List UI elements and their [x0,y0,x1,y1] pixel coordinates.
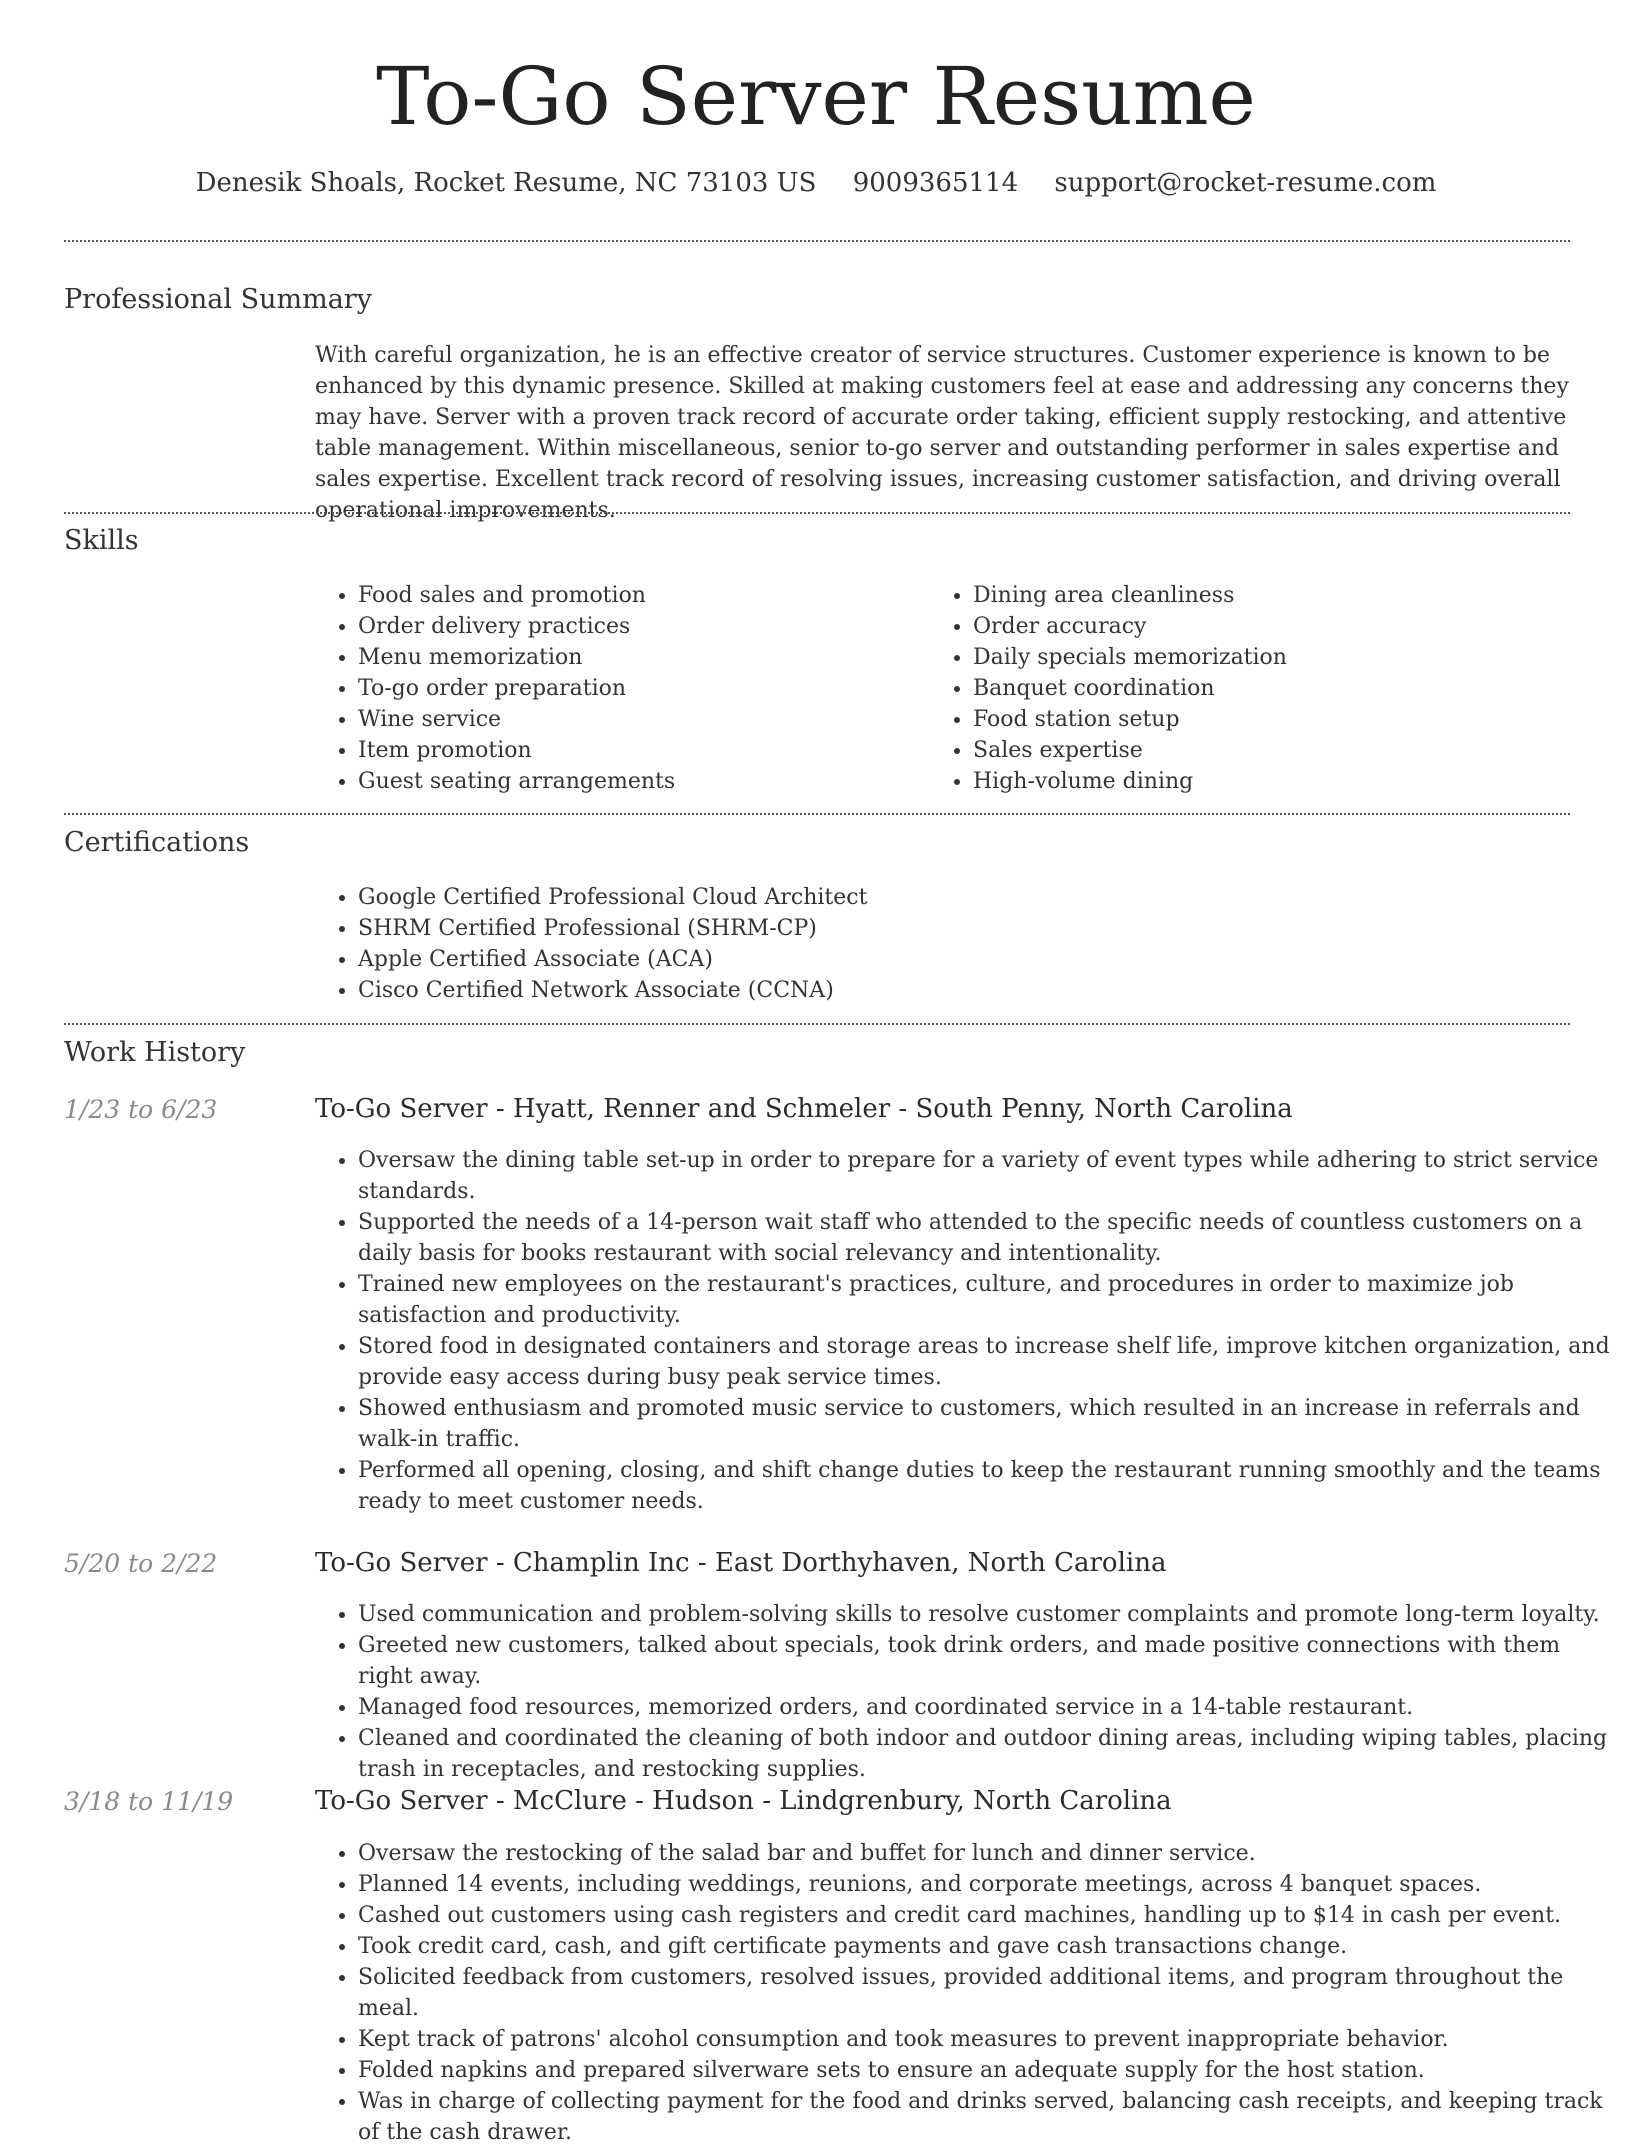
skills-list-right [930,580,1573,797]
certification-item: • Cisco Certified Network Associate (CCNA) [358,975,1558,1006]
contact-line [0,168,1632,198]
job-bullet: • Kept track of patrons' alcohol consumption and took measures to prevent inappropriate behavior. [358,2024,1614,2055]
contact-phone: 9009365114 [852,168,1019,198]
skill-item: • High-volume dining [973,766,1573,797]
job-bullet: • Cleaned and coordinated the cleaning of both indoor and outdoor dining areas, including wiping tables, placing trash in receptacles, and restocking supplies. [358,1723,1614,1785]
skill-item: • Order accuracy [973,611,1573,642]
job-title: To-Go Server - McClure - Hudson - Lindgrenbury, North Carolina [315,1786,1172,1816]
job-dates: 5/20 to 2/22 [64,1549,218,1578]
skill-item: • Order delivery practices [358,611,918,642]
skill-item: • Guest seating arrangements [358,766,918,797]
job-bullet: • Was in charge of collecting payment for the food and drinks served, balancing cash receipts, and keeping track of the cash drawer. [358,2086,1614,2148]
job-bullet: • Trained new employees on the restaurant's practices, culture, and procedures in order to maximize job satisfaction and productivity. [358,1269,1614,1331]
job-bullet: • Oversaw the restocking of the salad bar and buffet for lunch and dinner service. [358,1838,1614,1869]
section-divider [64,512,1570,514]
contact-email: support@rocket-resume.com [1054,168,1437,198]
certifications-list [315,882,1558,1006]
job-bullets [315,1599,1614,1785]
skill-item: • Menu memorization [358,642,918,673]
skill-item: • Food station setup [973,704,1573,735]
job-bullet: • Cashed out customers using cash registers and credit card machines, handling up to $14 in cash per event. [358,1900,1614,1931]
job-bullet: • Supported the needs of a 14-person wait staff who attended to the specific needs of countless customers on a daily basis for books restaurant with social relevancy and intentionality. [358,1207,1614,1269]
job-bullets [315,1145,1614,1517]
job-bullets [315,1838,1614,2148]
summary-text: With careful organization, he is an effective creator of service structures. Customer experience is known to be enhanced by this dynamic presence. Skilled at making customers feel at ease and addressing any concerns they may have. Server with a proven track record of accurate order taking, efficient supply restocking, and attentive table management. Within miscellaneous, senior to-go server and outstanding performer in sales expertise and sales expertise. Excellent track record of resolving issues, increasing customer satisfaction, and driving overall operational improvements. [315,343,1569,523]
summary-heading: Professional Summary [64,284,372,315]
skills-heading: Skills [64,525,139,556]
skill-item: • Item promotion [358,735,918,766]
work-history-heading: Work History [64,1037,246,1068]
resume-title: To-Go Server Resume [376,50,1256,143]
certifications-heading: Certifications [64,827,250,858]
job-bullet: • Greeted new customers, talked about specials, took drink orders, and made positive connections with them right away. [358,1630,1614,1692]
skills-list-left [315,580,918,797]
job-bullet: • Managed food resources, memorized orders, and coordinated service in a 14-table restaurant. [358,1692,1614,1723]
skill-item: • To-go order preparation [358,673,918,704]
job-dates: 1/23 to 6/23 [64,1095,218,1124]
contact-address: Denesik Shoals, Rocket Resume, NC 73103 US [195,168,817,198]
job-bullet: • Used communication and problem-solving skills to resolve customer complaints and promote long-term loyalty. [358,1599,1614,1630]
section-divider [64,1023,1570,1025]
skill-item: • Food sales and promotion [358,580,918,611]
skill-item: • Banquet coordination [973,673,1573,704]
section-divider [64,240,1570,242]
job-dates: 3/18 to 11/19 [64,1787,234,1816]
section-divider [64,813,1570,815]
job-bullet: • Oversaw the dining table set-up in order to prepare for a variety of event types while adhering to strict service standards. [358,1145,1614,1207]
job-title: To-Go Server - Champlin Inc - East Dorthyhaven, North Carolina [315,1548,1167,1578]
job-bullet: • Took credit card, cash, and gift certificate payments and gave cash transactions change. [358,1931,1614,1962]
skill-item: • Dining area cleanliness [973,580,1573,611]
job-title: To-Go Server - Hyatt, Renner and Schmeler - South Penny, North Carolina [315,1094,1293,1124]
job-bullet: • Planned 14 events, including weddings, reunions, and corporate meetings, across 4 banquet spaces. [358,1869,1614,1900]
job-bullet: • Folded napkins and prepared silverware sets to ensure an adequate supply for the host station. [358,2055,1614,2086]
job-bullet: • Solicited feedback from customers, resolved issues, provided additional items, and program throughout the meal. [358,1962,1614,2024]
skill-item: • Daily specials memorization [973,642,1573,673]
job-bullet: • Stored food in designated containers and storage areas to increase shelf life, improve kitchen organization, and provide easy access during busy peak service times. [358,1331,1614,1393]
skill-item: • Sales expertise [973,735,1573,766]
job-bullet: • Performed all opening, closing, and shift change duties to keep the restaurant running smoothly and the teams ready to meet customer needs. [358,1455,1614,1517]
job-bullet: • Showed enthusiasm and promoted music service to customers, which resulted in an increase in referrals and walk-in traffic. [358,1393,1614,1455]
certification-item: • Apple Certified Associate (ACA) [358,944,1558,975]
certification-item: • SHRM Certified Professional (SHRM-CP) [358,913,1558,944]
certification-item: • Google Certified Professional Cloud Architect [358,882,1558,913]
skill-item: • Wine service [358,704,918,735]
